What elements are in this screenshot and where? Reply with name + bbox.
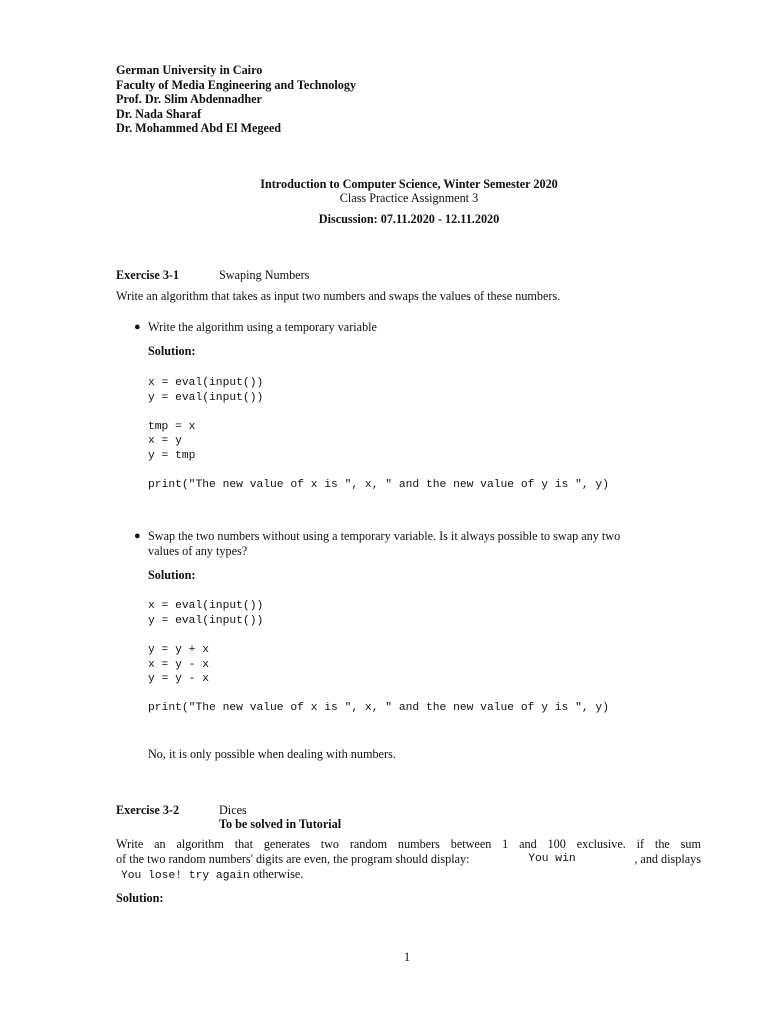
course-title: Introduction to Computer Science, Winter Semester 2020 [260, 177, 558, 191]
bullet-icon: ● [134, 530, 141, 542]
code-line: y = y + x [148, 644, 210, 656]
exercise-1-description: Write an algorithm that takes as input two numbers and swaps the values of these numbers. [116, 289, 561, 303]
exercise-2-line-2-text: of the two random numbers' digits are even, the program should display: [116, 852, 470, 866]
bullet-icon: ● [134, 321, 141, 333]
page-number: 1 [404, 950, 411, 964]
code-line: y = y - x [148, 673, 210, 685]
code-line: y = eval(input()) [148, 392, 264, 404]
code-line: x = y - x [148, 659, 210, 671]
exercise-1-name: Swaping Numbers [219, 268, 310, 282]
exercise-1-label: Exercise 3-1 [116, 268, 180, 282]
exercise-2-label: Exercise 3-2 [116, 803, 180, 817]
exercise-2-line-2 [116, 852, 701, 867]
university-name: German University in Cairo [116, 63, 263, 77]
code-line: x = y [148, 435, 182, 447]
exercise-1-bullet-1: Write the algorithm using a temporary variable [148, 320, 377, 334]
code-line: print("The new value of x is ", x, " and the new value of y is ", y) [148, 479, 609, 491]
exercise-1-bullet-2-line-2: values of any types? [148, 544, 248, 558]
exercise-2-line-2-end: , and displays [634, 852, 701, 866]
code-line: y = tmp [148, 450, 196, 462]
code-line: y = eval(input()) [148, 615, 264, 627]
assignment-title: Class Practice Assignment 3 [339, 191, 479, 205]
instructor-name-1: Dr. Nada Sharaf [116, 107, 202, 121]
solution-label-3: Solution: [116, 891, 164, 905]
discussion-dates: Discussion: 07.11.2020 - 12.11.2020 [318, 212, 500, 226]
faculty-name: Faculty of Media Engineering and Technology [116, 78, 357, 92]
win-message: You win [528, 853, 576, 865]
instructor-name-2: Dr. Mohammed Abd El Megeed [116, 121, 282, 135]
exercise-2-note: To be solved in Tutorial [219, 817, 342, 831]
exercise-1-bullet-2-line-1: Swap the two numbers without using a temporary variable. Is it always possible to swap any two [148, 529, 621, 543]
code-line: tmp = x [148, 421, 196, 433]
exercise-2-line-1: Write an algorithm that generates two random numbers between 1 and 100 exclusive. if the sum [116, 837, 701, 851]
professor-name: Prof. Dr. Slim Abdennadher [116, 92, 262, 106]
exercise-2-line-3 [121, 867, 303, 884]
lose-message: You lose! try again [121, 870, 250, 882]
code-line: print("The new value of x is ", x, " and the new value of y is ", y) [148, 702, 609, 714]
exercise-2-line-3-end: otherwise. [252, 867, 304, 881]
code-line: x = eval(input()) [148, 600, 264, 612]
solution-label-1: Solution: [148, 344, 196, 358]
solution-label-2: Solution: [148, 568, 196, 582]
code-line: x = eval(input()) [148, 377, 264, 389]
exercise-2-name: Dices [219, 803, 247, 817]
exercise-1-answer: No, it is only possible when dealing with numbers. [148, 747, 396, 761]
